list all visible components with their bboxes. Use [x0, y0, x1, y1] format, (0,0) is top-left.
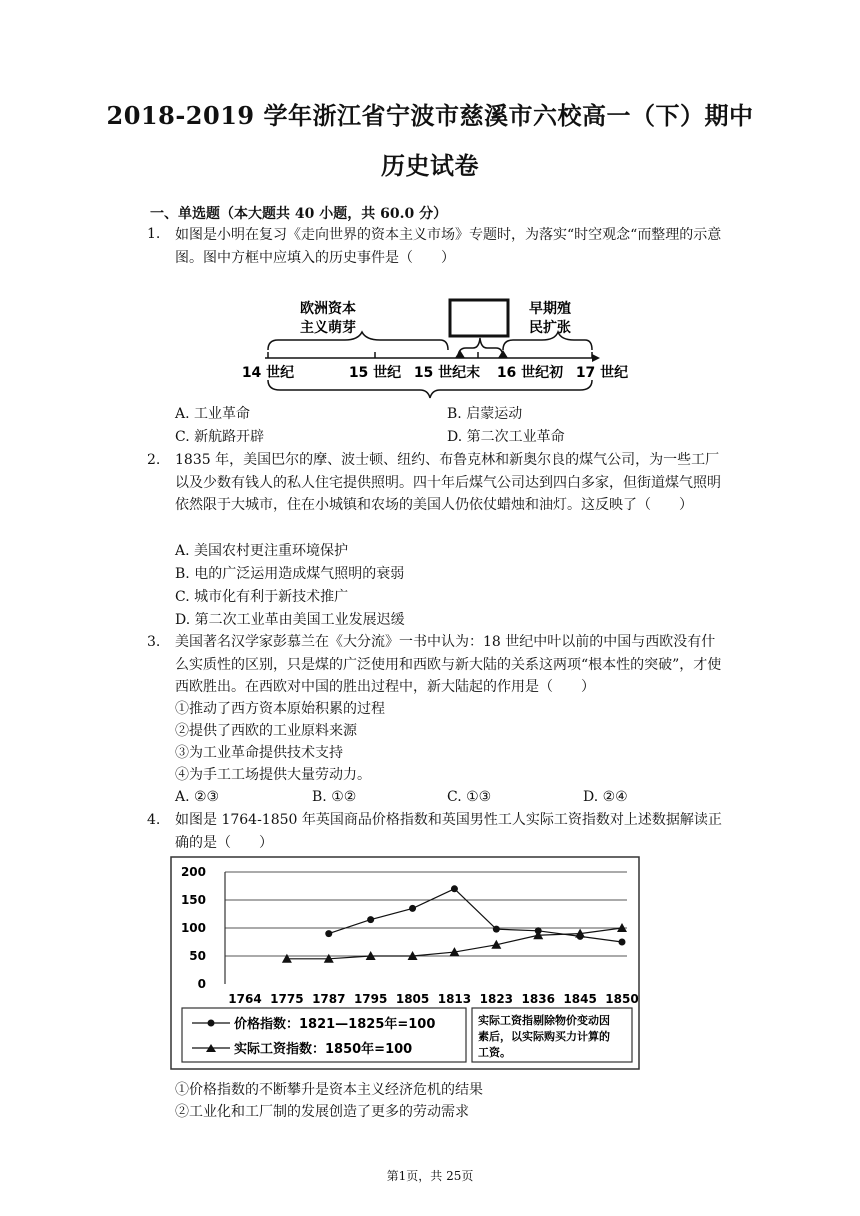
q4-statement-1: ①价格指数的不断攀升是资本主义经济危机的结果 [175, 1082, 483, 1098]
y-tick-label: 150 [180, 893, 206, 907]
legend-wage-label: 实际工资指数：1850年=100 [234, 1042, 413, 1057]
x-tick-label: 1795 [353, 992, 388, 1006]
tick-label-14c: 14 世纪 [241, 365, 295, 381]
tick-label-17c: 17 世纪 [575, 365, 629, 381]
marker-16c-begin [498, 350, 508, 358]
price-point [451, 885, 458, 892]
x-tick-label: 1823 [479, 992, 514, 1006]
chart-series [282, 885, 627, 963]
y-tick-label: 50 [189, 949, 206, 963]
q1-option-a[interactable]: A. 工业革命 [175, 406, 251, 422]
chart-gridlines [225, 872, 627, 984]
question-1-number: 1. [147, 226, 161, 242]
x-tick-label: 1850 [605, 992, 639, 1006]
q3-statement-3: ③为工业革命提供技术支持 [175, 745, 343, 761]
q1-option-b[interactable]: B. 启蒙运动 [447, 406, 523, 422]
question-4-text: 如图是 1764-1850 年英国商品价格指数和英国男性工人实际工资指数对上述数据解读正确的是（ ） [175, 812, 722, 851]
x-tick-label: 1836 [521, 992, 555, 1006]
price-point [493, 926, 500, 933]
timeline-label-left-2: 主义萌芽 [300, 320, 356, 336]
x-tick-label: 1805 [395, 992, 430, 1006]
chart-y-ticks [181, 865, 206, 991]
y-tick-label: 0 [197, 977, 206, 991]
q3-option-d[interactable]: D. ②④ [583, 789, 628, 805]
y-tick-label: 200 [180, 865, 206, 879]
price-point [619, 939, 626, 946]
q3-statement-2: ②提供了西欧的工业原料来源 [175, 723, 357, 739]
section-heading: 一、单选题（本大题共 40 小题，共 60.0 分） [150, 206, 448, 222]
q1-option-c[interactable]: C. 新航路开辟 [175, 429, 265, 445]
brace-left-upper [268, 332, 448, 350]
q2-option-c[interactable]: C. 城市化有利于新技术推广 [175, 589, 349, 605]
price-wage-chart [170, 856, 640, 1071]
q1-option-d[interactable]: D. 第二次工业革命 [447, 429, 565, 445]
timeline-label-left-1: 欧洲资本 [300, 301, 356, 317]
q2-option-b[interactable]: B. 电的广泛运用造成煤气照明的衰弱 [175, 566, 405, 582]
page-title-line1: 2018-2019 学年浙江省宁波市慈溪市六校高一（下）期中 [106, 101, 754, 130]
timeline-figure [230, 290, 650, 400]
x-tick-label: 1775 [270, 992, 304, 1006]
x-tick-label: 1787 [312, 992, 346, 1006]
legend-circle-marker [208, 1020, 215, 1027]
question-1-text: 如图是小明在复习《走向世界的资本主义市场》专题时，为落实“时空观念“而整理的示意图。图中方框中应填入的历史事件是（ ） [175, 227, 722, 266]
page-title-line2: 历史试卷 [381, 151, 479, 180]
chart-x-ticks [228, 992, 638, 1006]
x-tick-label: 1813 [437, 992, 472, 1006]
page-footer: 第1页，共 25页 [386, 1169, 474, 1183]
timeline-label-right-1: 早期殖 [529, 301, 571, 317]
question-4-number: 4. [147, 812, 161, 828]
question-3-text: 美国著名汉学家彭慕兰在《大分流》一书中认为：18 世纪中叶以前的中国与西欧没有什么实质性的区别，只是煤的广泛使用和西欧与新大陆的关系这两项“根本性的突破”，才使西欧胜出。在西欧对中国的胜出过程中，新大陆起的作用是（ ） [175, 634, 722, 695]
q3-statement-4: ④为手工工场提供大量劳动力。 [175, 767, 371, 783]
brace-middle-upper [458, 338, 503, 358]
q3-option-a[interactable]: A. ②③ [175, 789, 220, 805]
price-point [325, 930, 332, 937]
x-tick-label: 1845 [563, 992, 597, 1006]
q3-statement-1: ①推动了西方资本原始积累的过程 [175, 701, 385, 717]
y-tick-label: 100 [180, 921, 206, 935]
marker-15c-end [455, 350, 465, 358]
answer-box [450, 300, 508, 336]
chart-note: 实际工资指剔除物价变动因 素后，以实际购买力计算的 工资。 [478, 1014, 610, 1059]
tick-label-15c-end: 15 世纪末 [413, 365, 481, 381]
price-point [367, 916, 374, 923]
q3-option-c[interactable]: C. ①③ [447, 789, 492, 805]
question-3-number: 3. [147, 634, 161, 650]
question-2-text: 1835 年，美国巴尔的摩、波士顿、纽约、布鲁克林和新奥尔良的煤气公司，为一些工厂以及少数有钱人的私人住宅提供照明。四十年后煤气公司达到四白多家，但街道煤气照明依然限于大城市，住在小城镇和农场的美国人仍依仗蜡烛和油灯。这反映了（ ） [175, 452, 721, 513]
timeline-label-right-2: 民扩张 [529, 320, 571, 336]
brace-bottom [268, 380, 592, 398]
q2-option-a[interactable]: A. 美国农村更注重环境保护 [175, 543, 349, 559]
legend-price-label: 价格指数：1821—1825年=100 [234, 1017, 436, 1032]
q4-statement-2: ②工业化和工厂制的发展创造了更多的劳动需求 [175, 1104, 469, 1120]
price-point [409, 905, 416, 912]
question-2-number: 2. [147, 452, 161, 468]
q3-option-b[interactable]: B. ①② [312, 789, 357, 805]
tick-label-16c-begin: 16 世纪初 [496, 365, 564, 381]
q2-option-d[interactable]: D. 第二次工业革由美国工业发展迟缓 [175, 612, 405, 628]
timeline-arrow [592, 354, 600, 362]
tick-label-15c: 15 世纪 [348, 365, 402, 381]
x-tick-label: 1764 [228, 992, 262, 1006]
